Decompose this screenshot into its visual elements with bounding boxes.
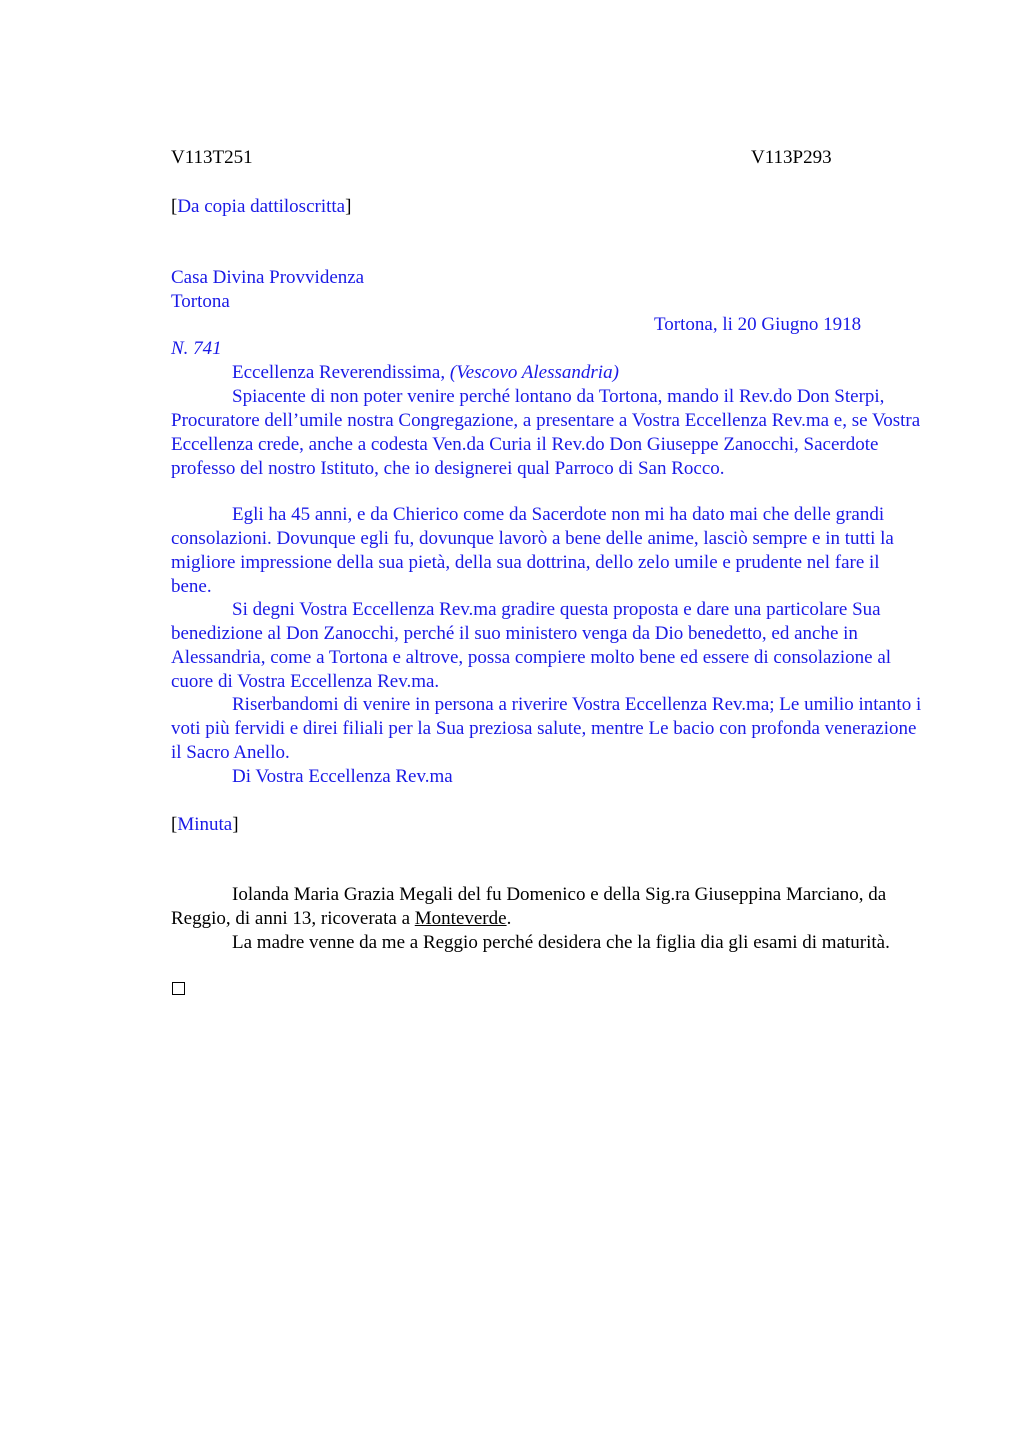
salutation (232, 361, 619, 385)
salutation-note: (Vescovo Alessandria) (449, 362, 619, 383)
header-code-left: V113T251 (171, 147, 253, 168)
underlined-place: Monteverde (414, 907, 507, 929)
protocol-number: N. 741 (171, 338, 222, 359)
bracket-open: [ (171, 814, 178, 835)
minuta-paragraph-1 (171, 883, 923, 931)
source-note (171, 195, 351, 219)
letterhead-line-1: Casa Divina Provvidenza (171, 267, 365, 288)
minuta-text-end: . (506, 907, 512, 929)
minuta-text: Iolanda Maria Grazia Megali del fu Domenico e della Sig.ra Giuseppina Marciano, da Reggio, di anni 13, ricoverata a (171, 884, 887, 929)
place-date: Tortona, li 20 Giugno 1918 (654, 314, 862, 335)
bracket-close: ] (345, 196, 352, 217)
source-note-text: Da copia dattiloscritta (177, 196, 346, 217)
letter-paragraph-4: Riserbandomi di venire in persona a riverire Vostra Eccellenza Rev.ma; Le umilio intanto i voti più fervidi e direi filiali per la Sua preziosa salute, mentre Le bacio con profonda venerazione il Sacro Anello. (171, 694, 922, 763)
bracket-close: ] (232, 814, 239, 835)
empty-box-icon (172, 982, 185, 995)
minuta-paragraph-2: La madre venne da me a Reggio perché desidera che la figlia dia gli esami di maturità. (232, 932, 890, 953)
letterhead-line-2: Tortona (171, 291, 230, 312)
minuta-note (171, 813, 239, 837)
letter-paragraph-2: Egli ha 45 anni, e da Chierico come da Sacerdote non mi ha dato mai che delle grandi consolazioni. Dovunque egli fu, dovunque lavorò a bene delle anime, lasciò sempre e in tutti la migliore impressione della sua pietà, della sua dottrina, dello zelo umile e prudente nel fare il bene. (171, 504, 894, 597)
letter-paragraph-3: Si degni Vostra Eccellenza Rev.ma gradire questa proposta e dare una particolare Sua benedizione al Don Zanocchi, perché il suo ministero venga da Dio benedetto, ed anche in Alessandria, come a Tortona e altrove, possa compiere molto bene ed essere di consolazione al cuore di Vostra Eccellenza Rev.ma. (171, 599, 892, 692)
header-code-right: V113P293 (751, 147, 832, 168)
minuta-note-text: Minuta (177, 814, 233, 835)
bracket-open: [ (171, 196, 178, 217)
salutation-text: Eccellenza Reverendissima, (232, 362, 450, 383)
closing: Di Vostra Eccellenza Rev.ma (232, 766, 453, 787)
letter-paragraph-1: Spiacente di non poter venire perché lontano da Tortona, mando il Rev.do Don Sterpi, Procuratore dell’umile nostra Congregazione, a presentare a Vostra Eccellenza Rev.ma e, se Vostra Eccellenza crede, anche a codesta Ven.da Curia il Rev.do Don Giuseppe Zanocchi, Sacerdote professo del nostro Istituto, che io designerei qual Parroco di San Rocco. (171, 386, 921, 479)
